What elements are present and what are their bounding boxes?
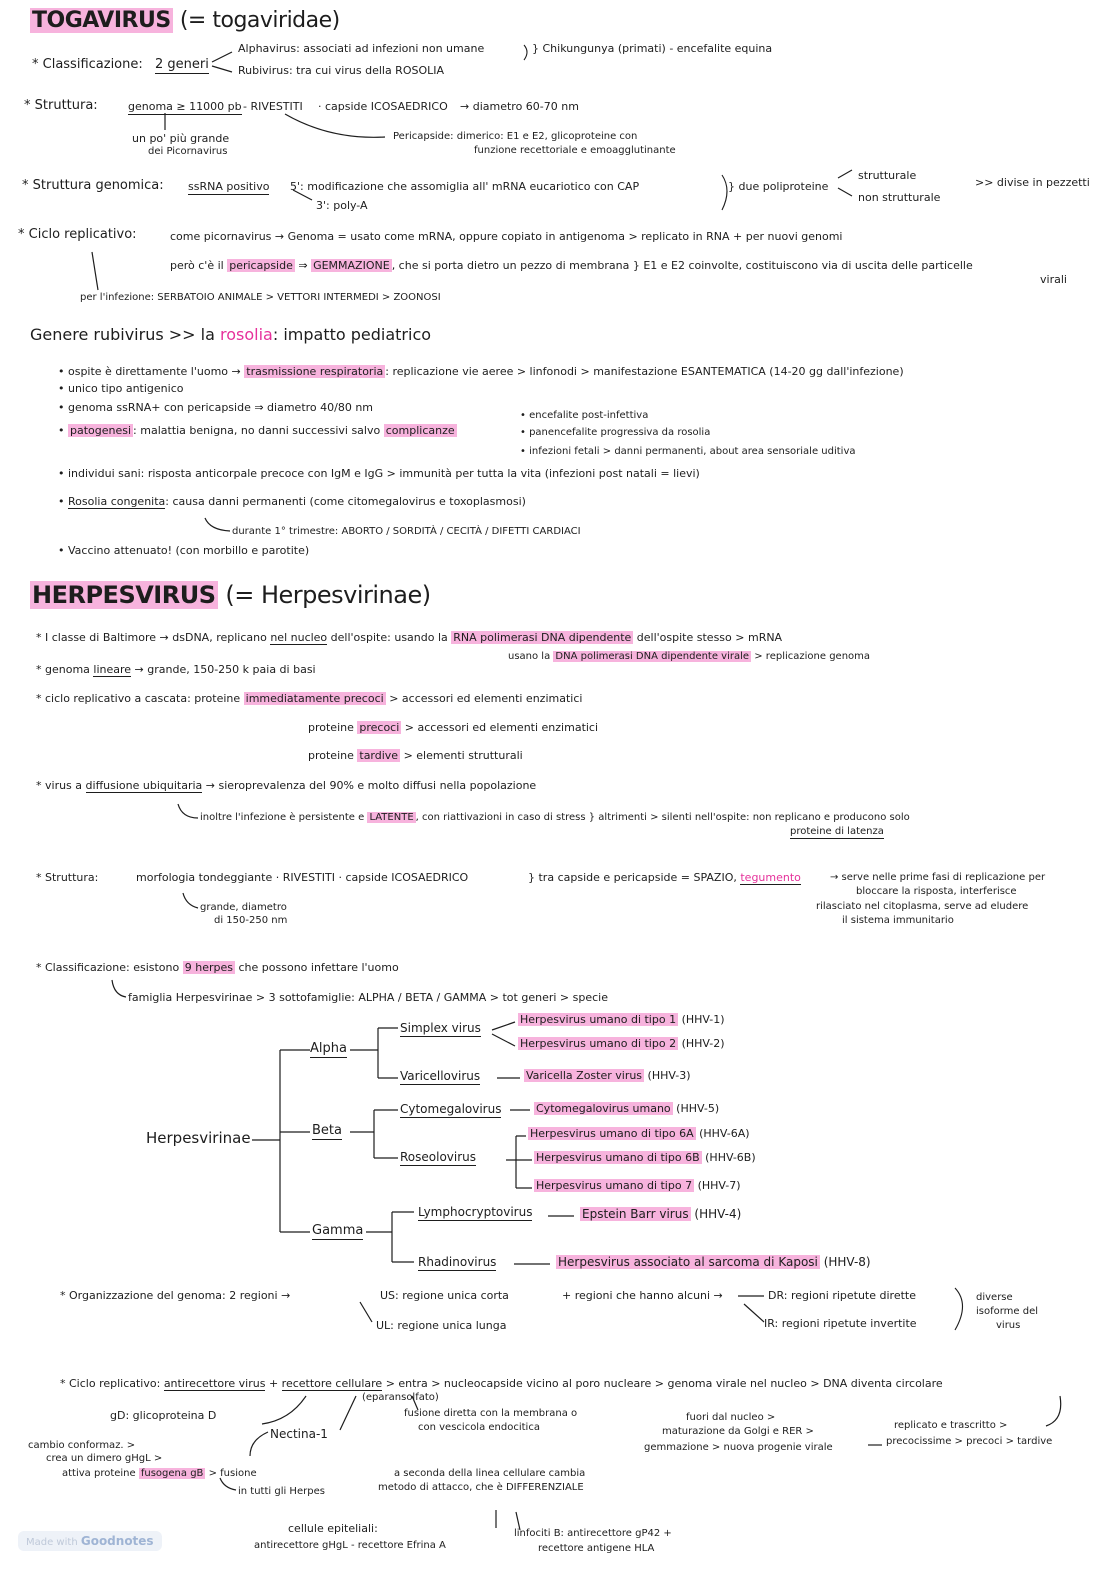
org-dr: DR: regioni ripetute dirette: [768, 1289, 916, 1302]
cr-linf2: recettore antigene HLA: [538, 1543, 655, 1554]
tree-gamma-branches: [366, 1212, 414, 1262]
cr-epitel2: antirecettore gHgL - recettore Efrina A: [254, 1540, 446, 1551]
cr-linea1: a seconda della linea cellulare cambia: [394, 1468, 586, 1479]
toga-rubivirus: Rubivirus: tra cui virus della ROSOLIA: [238, 64, 445, 77]
herpes-b1-line1: [36, 632, 782, 645]
tree-cmv-code: (HHV-5): [676, 1102, 720, 1115]
herpes-title-text: HERPESVIRUS: [32, 581, 216, 609]
tree-hhv2-code: (HHV-2): [681, 1037, 725, 1050]
toga-struct-capside: · capside ICOSAEDRICO: [318, 100, 448, 113]
cr-cambio1: cambio conformaz. >: [28, 1440, 136, 1451]
toga-struct-pericapside2: funzione recettoriale e emoagglutinante: [474, 145, 676, 156]
herpes-b5-bloccare: bloccare la risposta, interferisce: [856, 886, 1017, 897]
toga-alpha-examples: } Chikungunya (primati) - encefalite equina: [532, 42, 773, 55]
org-diverse: diverse: [976, 1292, 1013, 1303]
toga-struct-diam: → diametro 60-70 nm: [460, 100, 579, 113]
toga-ciclo-pericapside: pericapside: [229, 259, 293, 272]
arrows-poliprot: [838, 170, 852, 196]
toga-ciclo-virali: virali: [1040, 273, 1067, 286]
cr-fuori1: fuori dal nucleo >: [686, 1412, 776, 1423]
rub-b1b: : replicazione vie aeree > linfonodi > manifestazione ESANTEMATICA (14-20 gg dall'infezione): [385, 365, 904, 378]
toga-ciclo-gemmazione: GEMMAZIONE: [313, 259, 390, 272]
tree-hhv1-code: (HHV-1): [681, 1013, 725, 1026]
rub-b4-complicanze: complicanze: [385, 424, 455, 437]
tree-cyto: Cytomegalovirus: [400, 1102, 502, 1116]
org-us: US: regione unica corta: [380, 1289, 509, 1302]
goodnotes-watermark: [18, 1531, 162, 1551]
arrow-rubivirus: [212, 66, 232, 72]
herpes-b5-tegumento: tegumento: [740, 871, 801, 884]
org-ir: IR: regioni ripetute invertite: [764, 1317, 917, 1330]
herpes-b4d: , con riattivazioni in caso di stress } altrimenti > silenti nell'ospite: non replicano e producono solo: [415, 812, 910, 823]
tree-vzv-name: Varicella Zoster virus: [526, 1069, 643, 1082]
tree-hhv7-code: (HHV-7): [697, 1179, 741, 1192]
herpes-b1d: usano la: [508, 651, 551, 662]
tree-vzv-code: (HHV-3): [647, 1069, 691, 1082]
herpes-b5-spazio: [528, 872, 801, 885]
rub-compl-panencefalite: • panencefalite progressiva da rosolia: [520, 427, 711, 438]
rub-b4a: •: [58, 424, 65, 437]
herpes-b3b: > accessori ed elementi enzimatici: [389, 692, 583, 705]
herpes-b3d: > accessori ed elementi enzimatici: [404, 721, 599, 734]
rub-b6-congenita: Rosolia congenita: [68, 495, 166, 508]
rubivirus-header-text: Genere rubivirus >> la: [30, 325, 215, 344]
rubivirus-header: [30, 326, 431, 344]
toga-ciclo-line2b: ⇒: [298, 259, 308, 272]
tree-hhv6b: [534, 1152, 756, 1165]
toga-ciclo-line2a: però c'è il: [170, 259, 224, 272]
herpes-title: [30, 582, 431, 610]
herpes-b5-rilasciato: rilasciato nel citoplasma, serve ad eludere: [816, 901, 1029, 912]
herpes-b6b: che possono infettare l'uomo: [238, 961, 399, 974]
tree-hhv6a-name: Herpesvirus umano di tipo 6A: [530, 1127, 694, 1140]
toga-class-generi: 2 generi: [155, 57, 209, 72]
tree-vzv: [524, 1070, 691, 1083]
tree-varicello: Varicellovirus: [400, 1069, 481, 1083]
tree-cmv-name: Cytomegalovirus umano: [536, 1102, 671, 1115]
cr-attiva-text: attiva proteine: [62, 1468, 136, 1479]
togavirus-title-alt: (= togaviridae): [179, 8, 340, 33]
tree-beta: Beta: [312, 1123, 342, 1138]
toga-ciclo-line2: [170, 260, 973, 273]
tree-hhv6a-code: (HHV-6A): [699, 1127, 750, 1140]
herpes-b2-lineare: lineare: [93, 663, 132, 676]
toga-ciclo-line2c: , che si porta dietro un pezzo di membrana: [391, 259, 630, 272]
rub-b1a: • ospite è direttamente l'uomo →: [58, 365, 245, 378]
tree-hhv1: [518, 1014, 725, 1027]
tree-kshv-name: Herpesvirus associato al sarcoma di Kaposi: [558, 1255, 818, 1269]
rub-b6a: •: [58, 495, 65, 508]
rub-bullet-congenita: [58, 496, 526, 509]
toga-struct-label: * Struttura:: [24, 98, 98, 113]
herpes-b3-tardive: tardive: [359, 749, 399, 762]
brace-genome: [722, 175, 727, 210]
arrow-latente: [178, 804, 198, 818]
herpes-b3f: > elementi strutturali: [403, 749, 523, 762]
cr-line1: [60, 1378, 943, 1391]
rub-b6b: : causa danni permanenti (come citomegalovirus e toxoplasmosi): [165, 495, 526, 508]
herpes-b3-immediate: immediatamente precoci: [245, 692, 384, 705]
toga-ciclo-line2d: } E1 e E2 coinvolte, costituiscono via di uscita delle particelle: [632, 259, 973, 272]
tree-gamma: Gamma: [312, 1223, 364, 1238]
toga-struct-bigger: un po' più grande: [132, 132, 230, 145]
tree-ebv-code: (HHV-4): [694, 1207, 742, 1221]
org-ul: UL: regione unica lunga: [376, 1319, 507, 1332]
rub-bullet-antigenico: • unico tipo antigenico: [58, 382, 184, 395]
herpes-b3a: * ciclo replicativo a cascata: proteine: [36, 692, 241, 705]
rub-compl-fetali: • infezioni fetali > danni permanenti, about area sensoriale uditiva: [520, 446, 856, 457]
arrow-alphavirus: [212, 52, 232, 62]
tree-hhv6a: [528, 1128, 750, 1141]
cr-label: * Ciclo replicativo:: [60, 1377, 161, 1390]
rub-compl-encefalite: • encefalite post-infettiva: [520, 410, 649, 421]
cr-linf1: linfociti B: antirecettore gP42 +: [514, 1528, 672, 1539]
org-label: * Organizzazione del genoma: 2 regioni →: [60, 1289, 291, 1302]
herpes-b4b: → sieroprevalenza del 90% e molto diffusi nella popolazione: [205, 779, 537, 792]
herpes-b5-sistema: il sistema immunitario: [842, 915, 954, 926]
herpes-b4-line1: [36, 780, 536, 793]
toga-struct-rivestiti: - RIVESTITI: [243, 100, 303, 113]
watermark-made: Made with: [26, 1537, 78, 1548]
arrow-tutti: [220, 1478, 236, 1490]
herpes-b3-line3: [308, 750, 523, 763]
arrow-cambio: [250, 1432, 268, 1456]
herpes-b4-diffusione: diffusione ubiquitaria: [85, 779, 203, 792]
cr-repl2: precocissime > precoci > tardive: [886, 1436, 1053, 1447]
herpes-b4-latente: LATENTE: [369, 812, 414, 823]
toga-genom-ssrna: ssRNA positivo: [188, 180, 270, 193]
cr-fusione2: con vescicola endocitica: [418, 1422, 540, 1433]
cr-tutti: in tutti gli Herpes: [238, 1486, 325, 1497]
rubivirus-rosolia: rosolia: [220, 325, 273, 344]
rub-bullet-sani: • individui sani: risposta anticorpale precoce con IgM e IgG > immunità per tutta la vita (infezioni post natali = lievi): [58, 467, 700, 480]
tree-roseolo: Roseolovirus: [400, 1150, 477, 1164]
toga-alphavirus: Alphavirus: associati ad infezioni non umane: [238, 42, 485, 55]
tree-ebv: [580, 1208, 741, 1222]
rubivirus-header-text2: : impatto pediatrico: [272, 325, 432, 344]
rub-bullet-ospite: [58, 366, 904, 379]
rub-bullet-patogenesi: [58, 425, 457, 438]
rub-bullet-vaccino: • Vaccino attenuato! (con morbillo e parotite): [58, 544, 310, 557]
herpes-b1-line2: [508, 651, 870, 663]
herpes-b5-serve: → serve nelle prime fasi di replicazione per: [830, 872, 1046, 883]
rub-b4-patogenesi: patogenesi: [70, 424, 132, 437]
tree-rhadino: Rhadinovirus: [418, 1255, 497, 1269]
tree-hhv1-name: Herpesvirus umano di tipo 1: [520, 1013, 677, 1026]
tree-cmv: [534, 1103, 719, 1116]
rub-bullet-genoma: • genoma ssRNA+ con pericapside ⇒ diametro 40/80 nm: [58, 401, 374, 414]
herpes-b2: [36, 664, 316, 677]
arrow-famiglia: [112, 980, 126, 997]
toga-genom-poliprot: } due poliproteine: [728, 180, 829, 193]
herpes-b2b: → grande, 150-250 k paia di basi: [134, 663, 316, 676]
herpes-b5-grande: grande, diametro: [200, 902, 287, 913]
arrow-ul: [360, 1302, 372, 1322]
tree-lympho: Lymphocryptovirus: [418, 1205, 533, 1219]
tree-kshv-code: (HHV-8): [823, 1255, 871, 1269]
herpes-b5c: } tra capside e pericapside = SPAZIO,: [528, 871, 737, 884]
tree-hhv2: [518, 1038, 725, 1051]
cr-linea2: metodo di attacco, che è DIFFERENZIALE: [378, 1482, 584, 1493]
arrows-roseolo: [506, 1136, 532, 1188]
arrow-gd: [262, 1396, 306, 1424]
org-regioni: + regioni che hanno alcuni →: [562, 1289, 723, 1302]
cr-fuori2: maturazione da Golgi e RER >: [662, 1426, 814, 1437]
cr-attiva: [62, 1468, 257, 1480]
toga-genom-3prime: 3': poly-A: [316, 199, 368, 212]
rub-b4b: : malattia benigna, no danni successivi salvo: [133, 424, 381, 437]
herpes-title-alt: (= Herpesvirinae): [225, 581, 431, 609]
herpes-b2a: * genoma: [36, 663, 90, 676]
tree-hhv6b-name: Herpesvirus umano di tipo 6B: [536, 1151, 700, 1164]
cr-antirecettore: antirecettore virus: [163, 1377, 266, 1390]
cr-cambio2: crea un dimero gHgL >: [46, 1453, 163, 1464]
arrow-pericapside: [285, 114, 385, 137]
arrows-simplex: [492, 1022, 515, 1046]
cr-nectina: Nectina-1: [270, 1427, 328, 1441]
cr-fuori3: gemmazione > nuova progenie virale: [644, 1442, 833, 1453]
herpes-b4a: * virus a: [36, 779, 83, 792]
arrow-nectina: [340, 1396, 356, 1430]
cr-entra: > entra > nucleocapside vicino al poro nucleare > genoma virale nel nucleo > DNA diventa circolare: [385, 1377, 943, 1390]
herpes-b3-line2: [308, 722, 598, 735]
herpes-b1c: dell'ospite stesso > mRNA: [636, 631, 783, 644]
tree-alpha-branches: [350, 1028, 398, 1078]
brace-alpha: [524, 45, 527, 60]
herpes-b6-9herpes: 9 herpes: [184, 961, 233, 974]
toga-genom-label: * Struttura genomica:: [22, 178, 164, 193]
toga-ciclo-label: * Ciclo replicativo:: [18, 227, 137, 242]
toga-ciclo-line1: come picornavirus → Genoma = usato come mRNA, oppure copiato in antigenoma > replicato in RNA + per nuovi genomi: [170, 230, 843, 243]
herpes-b3-line1: [36, 693, 582, 706]
toga-genom-5prime: 5': modificazione che assomiglia all' mRNA eucariotico con CAP: [290, 180, 640, 193]
arrow-grande: [183, 893, 198, 908]
arrow-ir: [744, 1304, 764, 1322]
tree-hhv7-name: Herpesvirus umano di tipo 7: [536, 1179, 693, 1192]
cr-recettore: recettore cellulare: [281, 1377, 383, 1390]
herpes-b1e: > replicazione genoma: [754, 651, 871, 662]
arrow-congenita: [205, 518, 230, 531]
toga-struct-genome: genoma ≥ 11000 pb: [128, 100, 242, 113]
org-isoforme: isoforme del: [976, 1306, 1039, 1317]
cr-plus: +: [268, 1377, 279, 1390]
brace-isoforme: [955, 1288, 963, 1330]
togavirus-title-text: TOGAVIRUS: [32, 8, 171, 33]
herpes-b4-line2: [200, 812, 910, 824]
tree-hhv2-name: Herpesvirus umano di tipo 2: [520, 1037, 677, 1050]
tree-alpha: Alpha: [310, 1041, 347, 1056]
rub-congenita-trimestre: durante 1° trimestre: ABORTO / SORDITÀ / CECITÀ / DIFETTI CARDIACI: [232, 526, 581, 537]
herpes-b1-nel: nel nucleo: [270, 631, 328, 644]
cr-gd: gD: glicoproteina D: [110, 1409, 217, 1422]
cr-epitel1: cellule epiteliali:: [288, 1522, 378, 1535]
cr-fusogena: fusogena gB: [140, 1468, 204, 1479]
herpes-b6: [36, 962, 399, 975]
cr-fusione1: fusione diretta con la membrana o: [404, 1408, 578, 1419]
herpes-b3e: proteine: [308, 749, 354, 762]
tree-hhv6b-code: (HHV-6B): [705, 1151, 756, 1164]
cr-fusione-text: > fusione: [208, 1468, 257, 1479]
herpes-b3-precoci: precoci: [359, 721, 400, 734]
herpes-b1-dnapol: DNA polimerasi DNA dipendente virale: [555, 651, 750, 662]
tree-hhv7: [534, 1180, 741, 1193]
toga-genom-dividere: >> divise in pezzetti: [975, 176, 1090, 189]
cr-repl1: replicato e trascritto >: [894, 1420, 1008, 1431]
herpes-b6-famiglia: famiglia Herpesvirinae > 3 sottofamiglie: ALPHA / BETA / GAMMA > tot generi > specie: [128, 991, 608, 1004]
rub-b1-trasmissione: trasmissione respiratoria: [246, 365, 384, 378]
herpes-b1b: dell'ospite: usando la: [330, 631, 448, 644]
herpes-b1-rnapol: RNA polimerasi DNA dipendente: [453, 631, 632, 644]
togavirus-title: [30, 8, 340, 33]
toga-struct-pericapside: Pericapside: dimerico: E1 e E2, glicoproteine con: [393, 131, 638, 142]
watermark-brand: Goodnotes: [80, 1534, 154, 1548]
herpes-b1a: * I classe di Baltimore → dsDNA, replicano: [36, 631, 267, 644]
cr-eparansolfato: (eparansolfato): [362, 1392, 439, 1403]
tree-ebv-name: Epstein Barr virus: [582, 1207, 689, 1221]
toga-class-label: * Classificazione:: [32, 57, 143, 72]
herpes-b5-morfologia: morfologia tondeggiante · RIVESTITI · capside ICOSAEDRICO: [136, 871, 469, 884]
herpes-b6a: * Classificazione: esistono: [36, 961, 180, 974]
tree-beta-branches: [350, 1110, 398, 1158]
arrow-infezione: [92, 252, 98, 290]
tree-root: Herpesvirinae: [146, 1129, 251, 1147]
tree-kshv: [556, 1256, 871, 1270]
toga-struct-picorna: dei Picornavirus: [148, 146, 228, 157]
tree-simplex: Simplex virus: [400, 1021, 481, 1035]
arrow-circolare: [1046, 1396, 1061, 1426]
toga-ciclo-infezione: per l'infezione: SERBATOIO ANIMALE > VETTORI INTERMEDI > ZOONOSI: [80, 292, 441, 303]
herpes-b4c: inoltre l'infezione è persistente e: [200, 812, 365, 823]
tree-sub-branches: [280, 1050, 310, 1232]
org-virus: virus: [996, 1320, 1021, 1331]
herpes-b5-diametro: di 150-250 nm: [214, 915, 288, 926]
toga-genom-nonstrutturale: non strutturale: [858, 191, 941, 204]
herpes-b4-latenza: proteine di latenza: [790, 826, 884, 837]
herpes-b3c: proteine: [308, 721, 354, 734]
toga-genom-strutturale: strutturale: [858, 169, 917, 182]
herpes-b5-label: * Struttura:: [36, 871, 99, 884]
